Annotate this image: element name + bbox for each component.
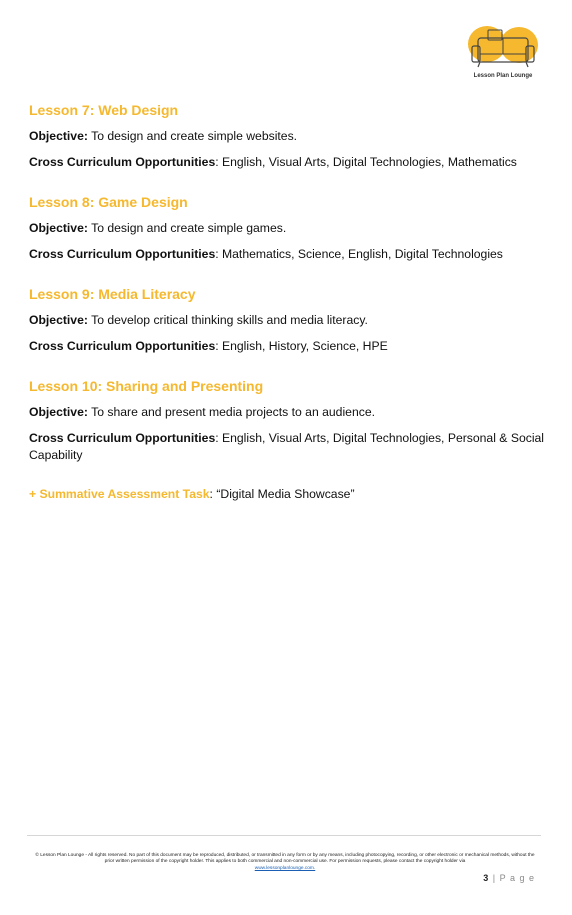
lesson-title: Lesson 9: Media Literacy [29, 286, 196, 302]
footer-copyright [30, 853, 540, 872]
website-link[interactable]: www.lessonplanlounge.com. [254, 865, 316, 871]
lesson-title: Lesson 8: Game Design [29, 194, 188, 210]
lesson-block [29, 377, 544, 464]
lesson-block [29, 285, 544, 355]
lesson-objective [29, 220, 544, 237]
cross-curriculum-label: Cross Curriculum Opportunities [29, 247, 216, 261]
cross-curriculum-label: Cross Curriculum Opportunities [29, 339, 216, 353]
lesson-title: Lesson 7: Web Design [29, 102, 179, 118]
lesson-cross-curriculum: Cross Curriculum Opportunities: English, Visual Arts, Digital Technologies, Mathematics [29, 155, 517, 169]
page-number: 3 | P a g e [483, 873, 535, 883]
objective-text: To design and create simple websites. [91, 129, 298, 143]
lesson-list [29, 101, 544, 503]
cross-curriculum-text: English, History, Science, HPE [222, 339, 388, 353]
sofa-logo-icon [466, 24, 540, 74]
lesson-title: Lesson 10: Sharing and Presenting [29, 378, 264, 394]
lesson-cross-curriculum: Cross Curriculum Opportunities: English, Visual Arts, Digital Technologies, Personal & Social Capability [29, 431, 545, 462]
objective-label: Objective: [29, 313, 88, 327]
brand-logo [466, 24, 540, 82]
objective-label: Objective: [29, 405, 88, 419]
summative-assessment: + Summative Assessment Task: “Digital Media Showcase” [29, 487, 355, 501]
copyright-text: © Lesson Plan Lounge - All rights reserved. No part of this document may be reproduced, distributed, or transmitted in any form or by any means, including photocopying, recording, or other electronic or mechanical methods, without the prior written permission of the copyright holder. This applies to both commercial and non-commercial use. For permission requests, please contact the copyright holder via [35, 853, 535, 865]
summative-label: + Summative Assessment Task [29, 487, 210, 501]
cross-curriculum-text: Mathematics, Science, English, Digital Technologies [222, 247, 503, 261]
objective-text: To design and create simple games. [91, 221, 287, 235]
brand-name: Lesson Plan Lounge [473, 73, 533, 79]
cross-curriculum-text: English, Visual Arts, Digital Technologies, Mathematics [222, 155, 517, 169]
lesson-objective [29, 404, 544, 421]
lesson-block [29, 193, 544, 263]
lesson-objective [29, 312, 544, 329]
page-number-value: 3 [483, 873, 490, 883]
lesson-block [29, 101, 544, 171]
lesson-cross-curriculum: Cross Curriculum Opportunities: Mathematics, Science, English, Digital Technologies [29, 247, 503, 261]
objective-label: Objective: [29, 129, 88, 143]
objective-text: To develop critical thinking skills and media literacy. [91, 313, 368, 327]
objective-text: To share and present media projects to an audience. [91, 405, 375, 419]
footer-divider [27, 835, 541, 836]
cross-curriculum-label: Cross Curriculum Opportunities [29, 431, 216, 445]
lesson-cross-curriculum: Cross Curriculum Opportunities: English, History, Science, HPE [29, 339, 388, 353]
summative-value: “Digital Media Showcase” [216, 487, 355, 501]
cross-curriculum-label: Cross Curriculum Opportunities [29, 155, 216, 169]
lesson-objective [29, 128, 544, 145]
cross-curriculum-text: English, Visual Arts, Digital Technologies, Personal & Social Capability [29, 431, 545, 462]
objective-label: Objective: [29, 221, 88, 235]
page-label: P a g e [499, 873, 535, 883]
